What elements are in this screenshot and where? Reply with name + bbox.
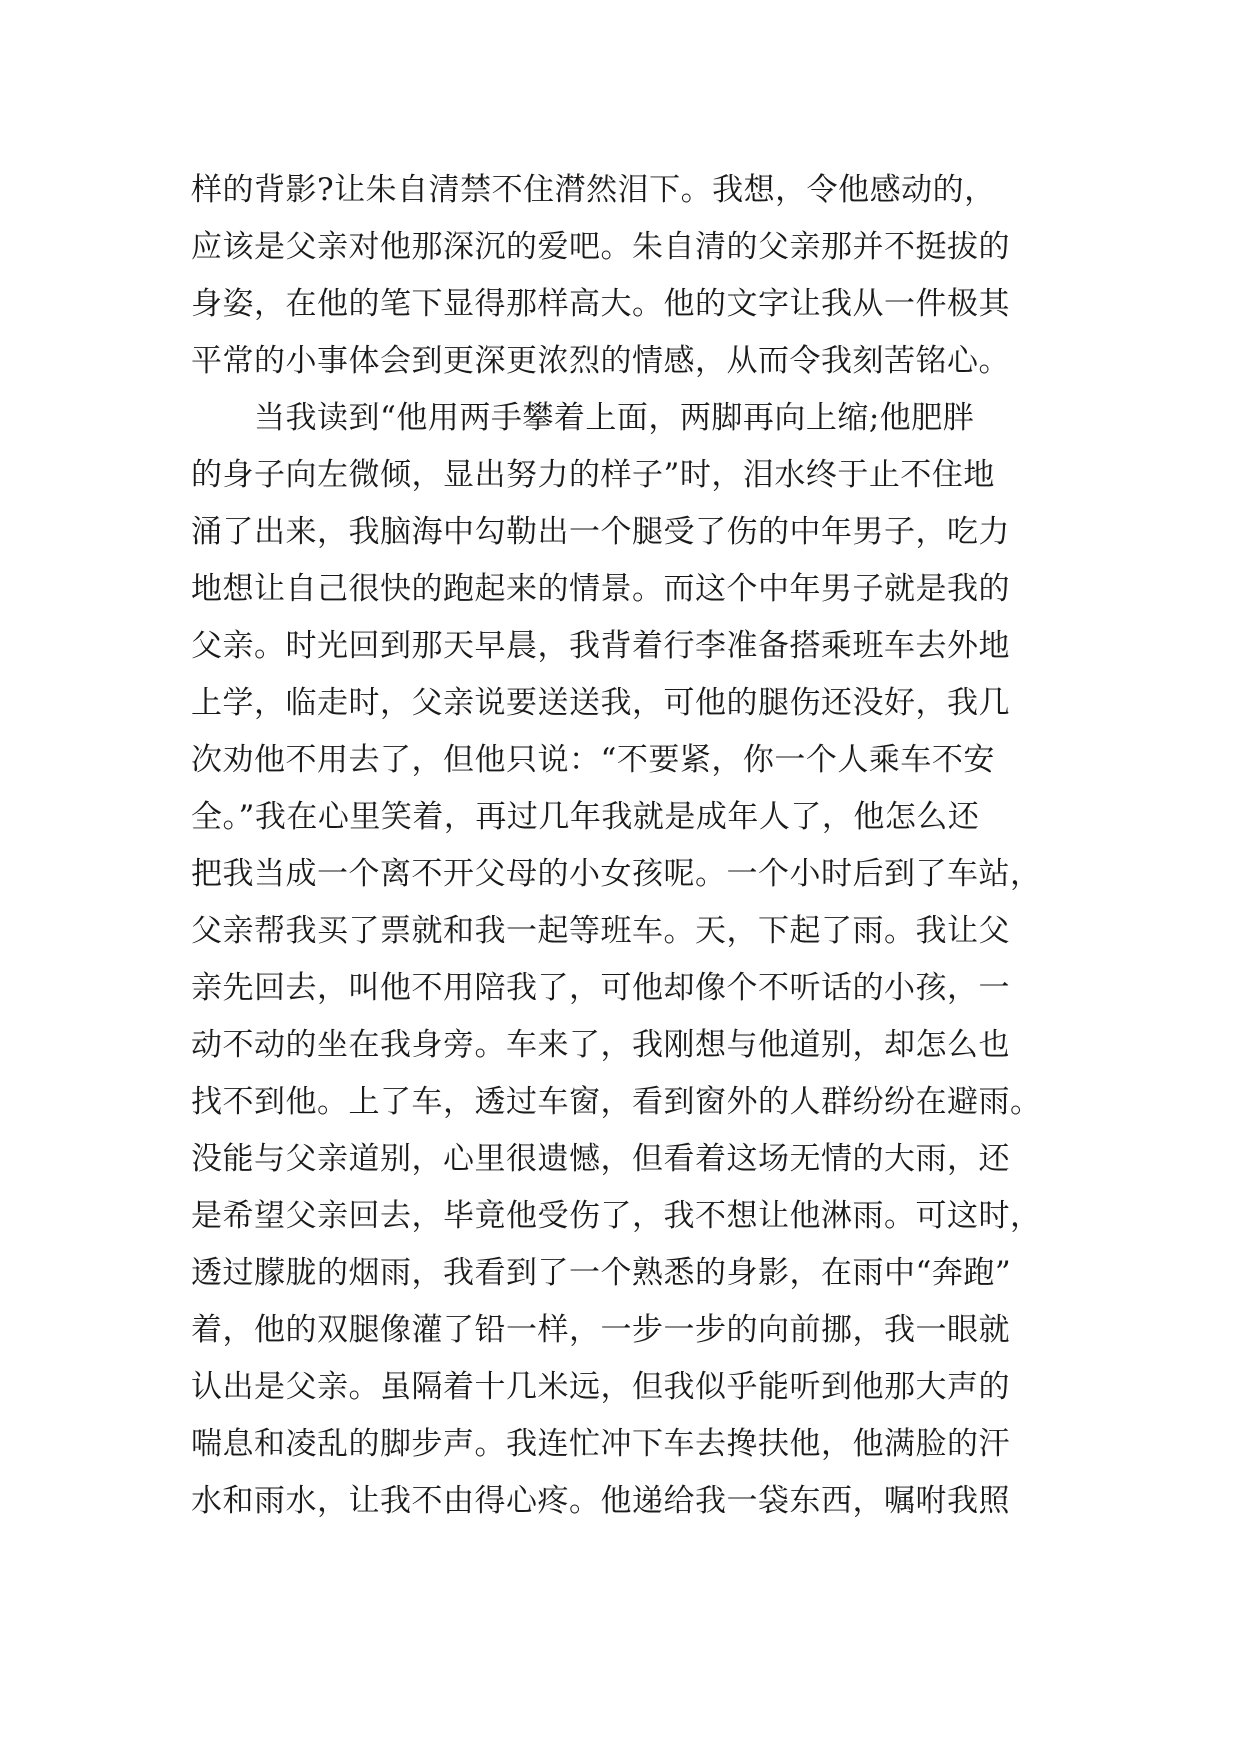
text-line: 身姿，在他的笔下显得那样高大。他的文字让我从一件极其 — [191, 286, 1010, 322]
text-line: 父亲。时光回到那天早晨，我背着行李准备搭乘班车去外地 — [191, 628, 1010, 664]
text-line: 喘息和凌乱的脚步声。我连忙冲下车去搀扶他，他满脸的汗 — [191, 1426, 1010, 1462]
text-line: 上学，临走时，父亲说要送送我，可他的腿伤还没好，我几 — [191, 685, 1010, 721]
text-line: 亲先回去，叫他不用陪我了，可他却像个不听话的小孩，一 — [191, 970, 1010, 1006]
text-line: 水和雨水，让我不由得心疼。他递给我一袋东西，嘱咐我照 — [191, 1483, 1010, 1519]
text-line: 认出是父亲。虽隔着十几米远，但我似乎能听到他那大声的 — [191, 1369, 1010, 1405]
text-line: 没能与父亲道别，心里很遗憾，但看着这场无情的大雨，还 — [191, 1141, 1010, 1177]
text-line: 把我当成一个离不开父母的小女孩呢。一个小时后到了车站， — [191, 856, 1042, 892]
text-line: 是希望父亲回去，毕竟他受伤了，我不想让他淋雨。可这时， — [191, 1198, 1042, 1234]
text-line: 平常的小事体会到更深更浓烈的情感，从而令我刻苦铭心。 — [191, 343, 1010, 379]
text-line: 当我读到“他用两手攀着上面，两脚再向上缩;他肥胖 — [191, 400, 975, 436]
text-line: 父亲帮我买了票就和我一起等班车。天，下起了雨。我让父 — [191, 913, 1010, 949]
text-line: 涌了出来，我脑海中勾勒出一个腿受了伤的中年男子，吃力 — [191, 514, 1010, 550]
text-line: 次劝他不用去了，但他只说：“不要紧，你一个人乘车不安 — [191, 742, 995, 778]
text-line: 找不到他。上了车，透过车窗，看到窗外的人群纷纷在避雨。 — [191, 1084, 1042, 1120]
text-line: 全。”我在心里笑着，再过几年我就是成年人了，他怎么还 — [191, 799, 980, 835]
text-line: 动不动的坐在我身旁。车来了，我刚想与他道别，却怎么也 — [191, 1027, 1010, 1063]
text-line: 样的背影?让朱自清禁不住潸然泪下。我想，令他感动的， — [191, 172, 996, 208]
body-text — [191, 162, 1061, 1530]
text-line: 地想让自己很快的跑起来的情景。而这个中年男子就是我的 — [191, 571, 1010, 607]
text-line: 着，他的双腿像灌了铅一样，一步一步的向前挪，我一眼就 — [191, 1312, 1010, 1348]
text-line: 的身子向左微倾，显出努力的样子”时，泪水终于止不住地 — [191, 457, 995, 493]
text-line: 应该是父亲对他那深沉的爱吧。朱自清的父亲那并不挺拔的 — [191, 229, 1010, 265]
text-line: 透过朦胧的烟雨，我看到了一个熟悉的身影，在雨中“奔跑” — [191, 1255, 1012, 1291]
